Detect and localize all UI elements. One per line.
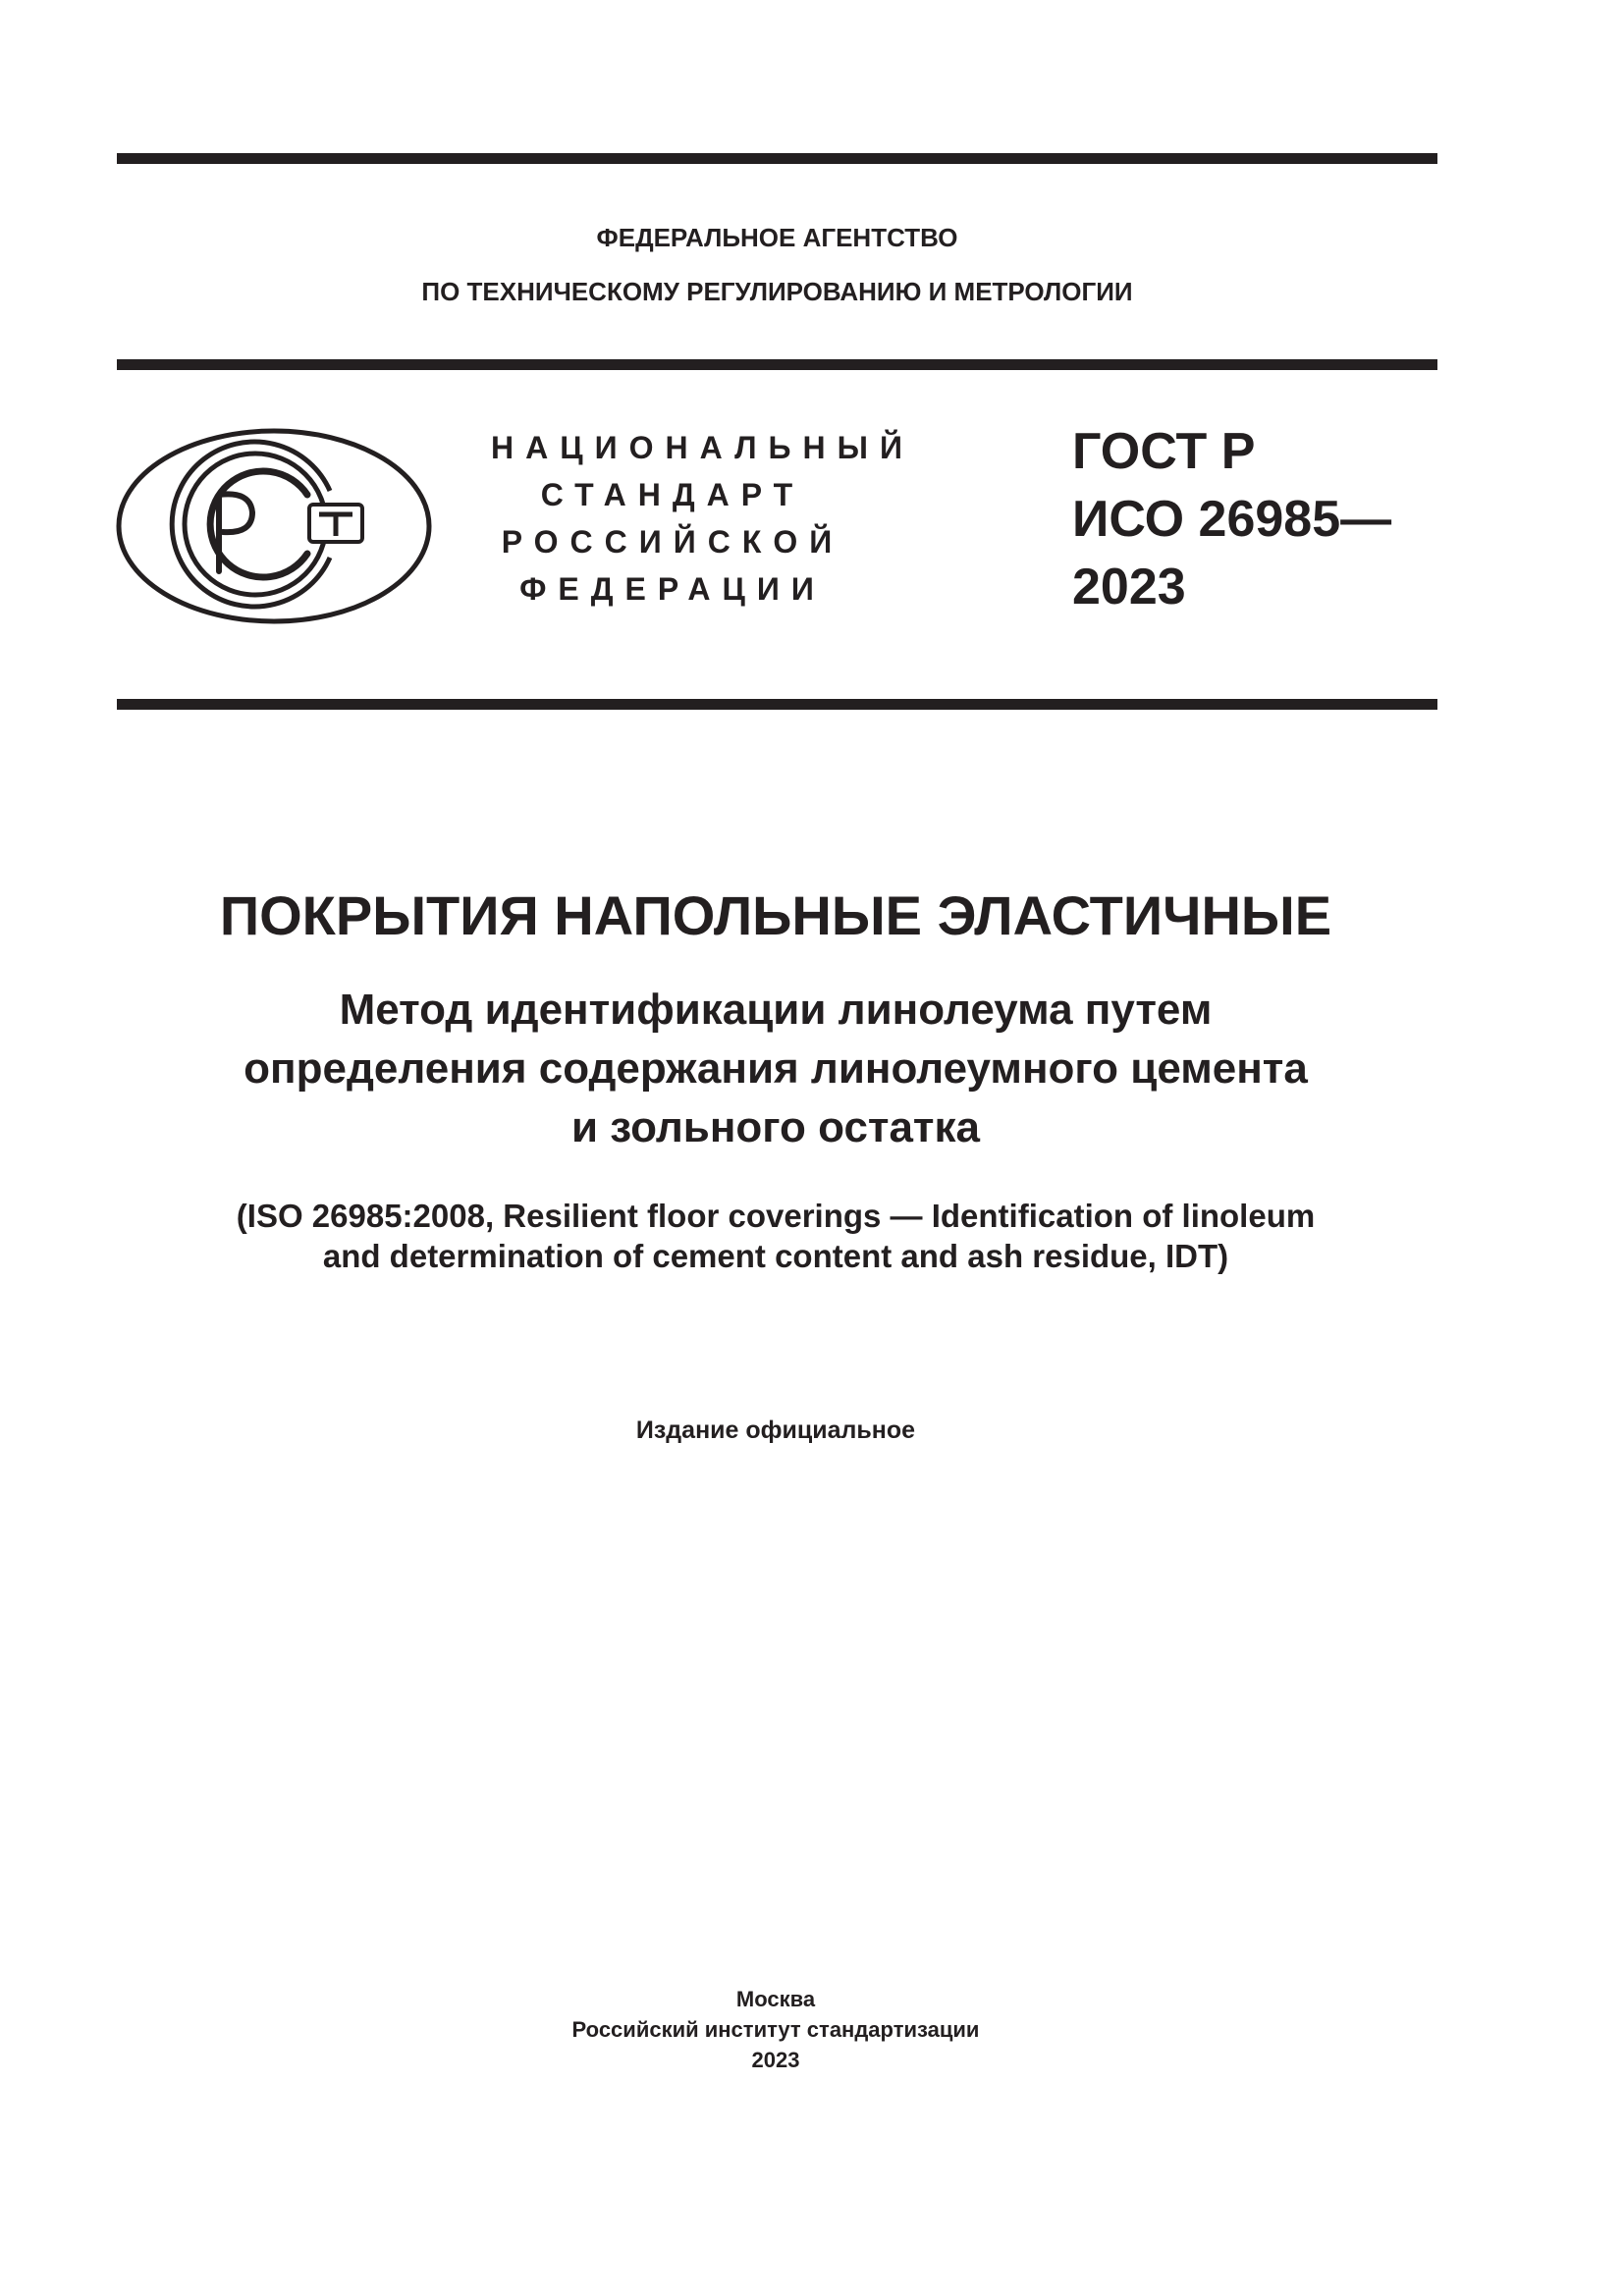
standard-designation [1072, 418, 1391, 621]
iso-reference-line: and determination of cement content and ash residue, IDT) [322, 1238, 1229, 1274]
designation-line: ИСО 26985— [1072, 491, 1392, 548]
standard-type-line: ФЕДЕРАЦИИ [519, 571, 826, 607]
standard-type-line: СТАНДАРТ [540, 477, 805, 512]
subtitle-line: и зольного остатка [571, 1103, 980, 1151]
imprint-publisher: Российский институт стандартизации [571, 2017, 980, 2042]
standard-type-block [491, 424, 914, 613]
subtitle-line: Метод идентификации линолеума путем [339, 986, 1213, 1034]
designation-line: 2023 [1072, 559, 1186, 615]
rst-certification-mark-icon [115, 426, 433, 626]
header-rule [117, 359, 1437, 370]
top-rule [117, 153, 1437, 164]
subtitle-line: определения содержания линолеумного цемента [244, 1044, 1308, 1093]
iso-reference-line: (ISO 26985:2008, Resilient floor coverings — Identification of linoleum [236, 1198, 1316, 1234]
agency-line-1: ФЕДЕРАЛЬНОЕ АГЕНТСТВО [596, 223, 958, 252]
standard-type-line: РОССИЙСКОЙ [501, 524, 844, 560]
document-title: ПОКРЫТИЯ НАПОЛЬНЫЕ ЭЛАСТИЧНЫЕ [219, 884, 1332, 946]
agency-line-2: ПО ТЕХНИЧЕСКОМУ РЕГУЛИРОВАНИЮ И МЕТРОЛОГИИ [421, 277, 1133, 306]
divider-rule [117, 699, 1437, 710]
imprint-city: Москва [735, 1987, 816, 2011]
edition-note: Издание официальное [635, 1416, 916, 1444]
imprint-year: 2023 [751, 2048, 800, 2072]
standard-type-line: НАЦИОНАЛЬНЫЙ [491, 430, 914, 465]
designation-line: ГОСТ Р [1072, 423, 1256, 480]
